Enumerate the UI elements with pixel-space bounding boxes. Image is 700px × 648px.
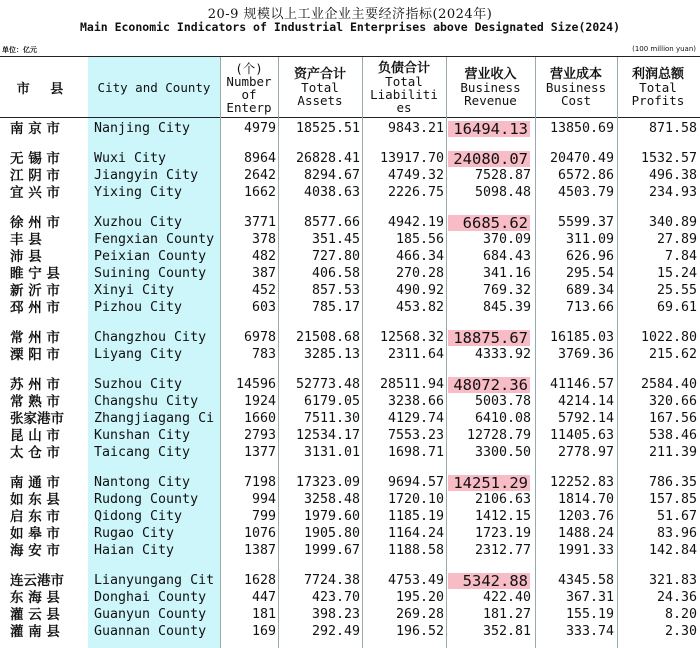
cell-profit: 538.46 — [648, 428, 697, 443]
cell-rev: 769.32 — [482, 283, 531, 298]
cell-n: 169 — [251, 624, 276, 639]
cell-rev: 1723.19 — [474, 526, 531, 541]
unit-label-cn: 单位：亿元 — [2, 46, 37, 54]
cell-liab: 9843.21 — [387, 121, 444, 136]
cell-n: 181 — [251, 607, 276, 622]
city-cn: 苏 州 市 — [10, 377, 60, 393]
city-en: Rudong County — [94, 492, 199, 507]
cell-assets: 18525.51 — [295, 121, 360, 136]
cell-profit: 167.56 — [648, 411, 697, 426]
table-row — [0, 526, 700, 543]
cell-n: 14596 — [235, 377, 276, 392]
cell-cost: 2778.97 — [557, 445, 614, 460]
header-city-cn: 市 县 — [16, 82, 72, 97]
cell-assets: 351.45 — [311, 232, 360, 247]
cell-n: 603 — [251, 300, 276, 315]
city-cn: 新 沂 市 — [10, 283, 60, 299]
cell-rev: 684.43 — [482, 249, 531, 264]
cell-liab: 9694.57 — [387, 475, 444, 490]
table-row — [0, 607, 700, 624]
cell-cost: 6572.86 — [557, 168, 614, 183]
cell-liab: 1188.58 — [387, 543, 444, 558]
cell-assets: 406.58 — [311, 266, 360, 281]
city-cn: 溧 阳 市 — [10, 347, 60, 363]
cell-cost: 5599.37 — [557, 215, 614, 230]
cell-assets: 8294.67 — [303, 168, 360, 183]
cell-cost: 11405.63 — [549, 428, 614, 443]
city-cn: 灌 云 县 — [10, 607, 60, 623]
cell-assets: 12534.17 — [295, 428, 360, 443]
cell-n: 387 — [251, 266, 276, 281]
cell-profit: 24.36 — [656, 590, 697, 605]
city-en: Kunshan City — [94, 428, 191, 443]
cell-n: 1628 — [243, 573, 276, 588]
cell-liab: 466.34 — [395, 249, 444, 264]
cell-n: 3771 — [243, 215, 276, 230]
city-cn: 邳 州 市 — [10, 300, 60, 316]
city-en: Wuxi City — [94, 151, 167, 166]
cell-liab: 4129.74 — [387, 411, 444, 426]
cell-cost: 1814.70 — [557, 492, 614, 507]
cell-assets: 4038.63 — [303, 185, 360, 200]
city-en: Pizhou City — [94, 300, 183, 315]
city-cn: 海 安 市 — [10, 543, 60, 559]
cell-assets: 52773.48 — [295, 377, 360, 392]
cell-cost: 4345.58 — [557, 573, 614, 588]
cell-profit: 786.35 — [648, 475, 697, 490]
cell-rev: 5098.48 — [474, 185, 531, 200]
city-en: Peixian County — [94, 249, 207, 264]
cell-assets: 1979.60 — [303, 509, 360, 524]
table-row — [0, 330, 700, 347]
header-city-en: City and County — [97, 80, 211, 95]
table-row — [0, 215, 700, 232]
cell-profit: 142.84 — [648, 543, 697, 558]
header-business-revenue — [447, 58, 534, 117]
header-label: es — [396, 99, 412, 115]
cell-assets: 423.70 — [311, 590, 360, 605]
city-en: Donghai County — [94, 590, 207, 605]
cell-assets: 3285.13 — [303, 347, 360, 362]
city-en: Liyang City — [94, 347, 183, 362]
cell-rev: 18875.67 — [453, 329, 528, 347]
header-label: Profits — [631, 93, 685, 108]
table-row — [0, 428, 700, 445]
cell-assets: 8577.66 — [303, 215, 360, 230]
cell-rev: 845.39 — [482, 300, 531, 315]
cell-profit: 51.67 — [656, 509, 697, 524]
cell-profit: 234.93 — [648, 185, 697, 200]
cell-assets: 785.17 — [311, 300, 360, 315]
cell-n: 799 — [251, 509, 276, 524]
cell-rev: 16494.13 — [453, 120, 528, 138]
cell-n: 994 — [251, 492, 276, 507]
header-label: Total — [301, 80, 339, 95]
cell-n: 482 — [251, 249, 276, 264]
cell-n: 4979 — [243, 121, 276, 136]
cell-n: 447 — [251, 590, 276, 605]
city-cn: 东 海 县 — [10, 590, 60, 606]
cell-profit: 1532.57 — [640, 151, 697, 166]
header-business-cost — [536, 58, 616, 117]
city-cn: 昆 山 市 — [10, 428, 60, 444]
cell-liab: 195.20 — [395, 590, 444, 605]
city-en: Xuzhou City — [94, 215, 183, 230]
cell-assets: 3258.48 — [303, 492, 360, 507]
table-row — [0, 151, 700, 168]
city-cn: 徐 州 市 — [10, 215, 60, 231]
cell-assets: 727.80 — [311, 249, 360, 264]
city-cn: 太 仓 市 — [10, 445, 60, 461]
cell-liab: 185.56 — [395, 232, 444, 247]
city-cn: 丰 县 — [10, 232, 42, 248]
city-cn: 南 京 市 — [10, 121, 60, 137]
cell-liab: 28511.94 — [379, 377, 444, 392]
cell-profit: 27.89 — [656, 232, 697, 247]
city-en: Xinyi City — [94, 283, 175, 298]
table-row — [0, 377, 700, 394]
cell-rev: 5003.78 — [474, 394, 531, 409]
cell-liab: 2226.75 — [387, 185, 444, 200]
cell-profit: 7.84 — [664, 249, 697, 264]
table-row — [0, 445, 700, 462]
header-label: 利润总额 — [631, 67, 684, 82]
cell-liab: 1185.19 — [387, 509, 444, 524]
city-cn: 灌 南 县 — [10, 624, 60, 640]
city-cn: 沛 县 — [10, 249, 42, 265]
table-title-cn: 20-9 规模以上工业企业主要经济指标(2024年) — [207, 7, 493, 22]
city-en: Changshu City — [94, 394, 199, 409]
header-label: of — [241, 86, 257, 102]
header-label: (个) — [235, 60, 263, 76]
city-cn: 江 阴 市 — [10, 168, 60, 184]
cell-cost: 1488.24 — [557, 526, 614, 541]
cell-profit: 321.83 — [648, 573, 697, 588]
cell-cost: 4214.14 — [557, 394, 614, 409]
table-row — [0, 411, 700, 428]
city-en: Lianyungang Cit — [94, 573, 215, 588]
table-row — [0, 232, 700, 249]
header-bottom-rule — [0, 117, 700, 118]
cell-assets: 3131.01 — [303, 445, 360, 460]
cell-cost: 311.09 — [565, 232, 614, 247]
cell-n: 8964 — [243, 151, 276, 166]
cell-rev: 2106.63 — [474, 492, 531, 507]
cell-rev: 6410.08 — [474, 411, 531, 426]
table-top-rule — [0, 56, 700, 57]
cell-profit: 8.20 — [664, 607, 697, 622]
city-en: Guannan County — [94, 624, 207, 639]
cell-liab: 269.28 — [395, 607, 444, 622]
city-en: Jiangyin City — [94, 168, 199, 183]
table-row — [0, 394, 700, 411]
cell-profit: 320.66 — [648, 394, 697, 409]
cell-profit: 2584.40 — [640, 377, 697, 392]
header-label: Revenue — [464, 93, 517, 108]
header-label: 营业收入 — [464, 67, 517, 82]
cell-cost: 20470.49 — [549, 151, 614, 166]
cell-assets: 7724.38 — [303, 573, 360, 588]
cell-profit: 83.96 — [656, 526, 697, 541]
header-label: Business — [545, 80, 607, 95]
cell-liab: 270.28 — [395, 266, 444, 281]
cell-profit: 211.39 — [648, 445, 697, 460]
cell-liab: 4749.32 — [387, 168, 444, 183]
cell-cost: 155.19 — [565, 607, 614, 622]
header-label: Cost — [560, 93, 592, 108]
header-label: Assets — [297, 93, 343, 108]
cell-liab: 1698.71 — [387, 445, 444, 460]
cell-cost: 41146.57 — [549, 377, 614, 392]
cell-n: 1924 — [243, 394, 276, 409]
cell-rev: 352.81 — [482, 624, 531, 639]
cell-cost: 16185.03 — [549, 330, 614, 345]
header-label: 营业成本 — [549, 67, 602, 82]
cell-liab: 490.92 — [395, 283, 444, 298]
cell-n: 1662 — [243, 185, 276, 200]
header-label: 资产合计 — [293, 67, 346, 82]
cell-assets: 1999.67 — [303, 543, 360, 558]
cell-n: 1387 — [243, 543, 276, 558]
city-en: Nanjing City — [94, 121, 191, 136]
cell-liab: 1164.24 — [387, 526, 444, 541]
table-row — [0, 121, 700, 138]
cell-cost: 12252.83 — [549, 475, 614, 490]
header-number-of-enterprises — [221, 58, 277, 117]
cell-cost: 1203.76 — [557, 509, 614, 524]
cell-assets: 1905.80 — [303, 526, 360, 541]
city-en: Suzhou City — [94, 377, 183, 392]
cell-profit: 496.38 — [648, 168, 697, 183]
cell-profit: 871.58 — [648, 121, 697, 136]
city-en: Nantong City — [94, 475, 191, 490]
header-total-liabilities — [363, 58, 445, 117]
cell-liab: 13917.70 — [379, 151, 444, 166]
cell-cost: 5792.14 — [557, 411, 614, 426]
table-row — [0, 543, 700, 560]
cell-liab: 1720.10 — [387, 492, 444, 507]
header-label: 负债合计 — [377, 60, 430, 76]
city-cn: 常 州 市 — [10, 330, 60, 346]
city-en: Zhangjiagang Ci — [94, 411, 215, 426]
cell-profit: 15.24 — [656, 266, 697, 281]
cell-cost: 295.54 — [565, 266, 614, 281]
cell-assets: 398.23 — [311, 607, 360, 622]
cell-cost: 333.74 — [565, 624, 614, 639]
cell-rev: 24080.07 — [453, 150, 528, 168]
header-label: Number — [226, 73, 272, 89]
table-row — [0, 283, 700, 300]
cell-rev: 5342.88 — [462, 572, 528, 590]
header-label: Total — [385, 73, 423, 89]
cell-profit: 2.30 — [664, 624, 697, 639]
city-cn: 启 东 市 — [10, 509, 60, 525]
cell-liab: 12568.32 — [379, 330, 444, 345]
cell-liab: 453.82 — [395, 300, 444, 315]
cell-profit: 340.89 — [648, 215, 697, 230]
cell-profit: 215.62 — [648, 347, 697, 362]
table-row — [0, 300, 700, 317]
header-label: Business — [460, 80, 521, 95]
cell-n: 378 — [251, 232, 276, 247]
table-row — [0, 266, 700, 283]
cell-rev: 341.16 — [482, 266, 531, 281]
cell-cost: 1991.33 — [557, 543, 614, 558]
cell-rev: 48072.36 — [453, 376, 528, 394]
header-label: Liabiliti — [370, 86, 438, 102]
city-en: Rugao City — [94, 526, 175, 541]
cell-liab: 4753.49 — [387, 573, 444, 588]
table-row — [0, 347, 700, 364]
cell-cost: 713.66 — [565, 300, 614, 315]
cell-rev: 12728.79 — [466, 428, 531, 443]
cell-rev: 422.40 — [482, 590, 531, 605]
cell-rev: 4333.92 — [474, 347, 531, 362]
cell-n: 6978 — [243, 330, 276, 345]
header-total-assets — [279, 58, 361, 117]
cell-liab: 4942.19 — [387, 215, 444, 230]
city-en: Yixing City — [94, 185, 183, 200]
unit-label-en: (100 million yuan) — [632, 45, 696, 53]
cell-liab: 3238.66 — [387, 394, 444, 409]
city-en: Qidong City — [94, 509, 183, 524]
cell-cost: 367.31 — [565, 590, 614, 605]
table-row — [0, 492, 700, 509]
cell-rev: 14251.29 — [453, 474, 528, 492]
cell-n: 1377 — [243, 445, 276, 460]
city-cn: 宜 兴 市 — [10, 185, 60, 201]
city-cn: 睢 宁 县 — [10, 266, 60, 282]
cell-profit: 1022.80 — [640, 330, 697, 345]
city-en: Haian City — [94, 543, 175, 558]
cell-assets: 292.49 — [311, 624, 360, 639]
cell-assets: 21508.68 — [295, 330, 360, 345]
cell-rev: 7528.87 — [474, 168, 531, 183]
cell-n: 1660 — [243, 411, 276, 426]
table-title-en: Main Economic Indicators of Industrial Enterprises above Designated Size(2024) — [79, 20, 621, 34]
cell-rev: 181.27 — [482, 607, 531, 622]
city-cn: 无 锡 市 — [10, 151, 60, 167]
table-row — [0, 168, 700, 185]
table-row — [0, 590, 700, 607]
cell-n: 1076 — [243, 526, 276, 541]
cell-n: 452 — [251, 283, 276, 298]
city-en: Guanyun County — [94, 607, 207, 622]
city-cn: 如 东 县 — [10, 492, 60, 508]
table-row — [0, 185, 700, 202]
table-row — [0, 475, 700, 492]
city-en: Fengxian County — [94, 232, 215, 247]
cell-cost: 3769.36 — [557, 347, 614, 362]
table-row — [0, 624, 700, 641]
cell-assets: 857.53 — [311, 283, 360, 298]
header-label: Enterp — [226, 99, 272, 115]
cell-n: 2642 — [243, 168, 276, 183]
cell-liab: 7553.23 — [387, 428, 444, 443]
cell-assets: 26828.41 — [295, 151, 360, 166]
city-cn: 南 通 市 — [10, 475, 60, 491]
cell-liab: 2311.64 — [387, 347, 444, 362]
city-cn: 张家港市 — [10, 411, 64, 427]
cell-profit: 69.61 — [656, 300, 697, 315]
cell-rev: 1412.15 — [474, 509, 531, 524]
cell-assets: 6179.05 — [303, 394, 360, 409]
cell-n: 783 — [251, 347, 276, 362]
city-en: Taicang City — [94, 445, 191, 460]
city-cn: 常 熟 市 — [10, 394, 60, 410]
cell-rev: 6685.62 — [462, 214, 528, 232]
cell-liab: 196.52 — [395, 624, 444, 639]
cell-cost: 626.96 — [565, 249, 614, 264]
city-en: Suining County — [94, 266, 207, 281]
city-en: Changzhou City — [94, 330, 207, 345]
cell-rev: 3300.50 — [474, 445, 531, 460]
table-row — [0, 573, 700, 590]
city-cn: 连云港市 — [10, 573, 64, 589]
cell-profit: 25.55 — [656, 283, 697, 298]
cell-cost: 689.34 — [565, 283, 614, 298]
cell-cost: 4503.79 — [557, 185, 614, 200]
cell-profit: 157.85 — [648, 492, 697, 507]
header-label: Total — [639, 80, 677, 95]
cell-assets: 17323.09 — [295, 475, 360, 490]
cell-n: 7198 — [243, 475, 276, 490]
cell-cost: 13850.69 — [549, 121, 614, 136]
table-row — [0, 249, 700, 266]
cell-n: 2793 — [243, 428, 276, 443]
city-cn: 如 皋 市 — [10, 526, 60, 542]
cell-rev: 2312.77 — [474, 543, 531, 558]
cell-rev: 370.09 — [482, 232, 531, 247]
header-total-profits — [618, 58, 698, 117]
table-row — [0, 509, 700, 526]
cell-assets: 7511.30 — [303, 411, 360, 426]
